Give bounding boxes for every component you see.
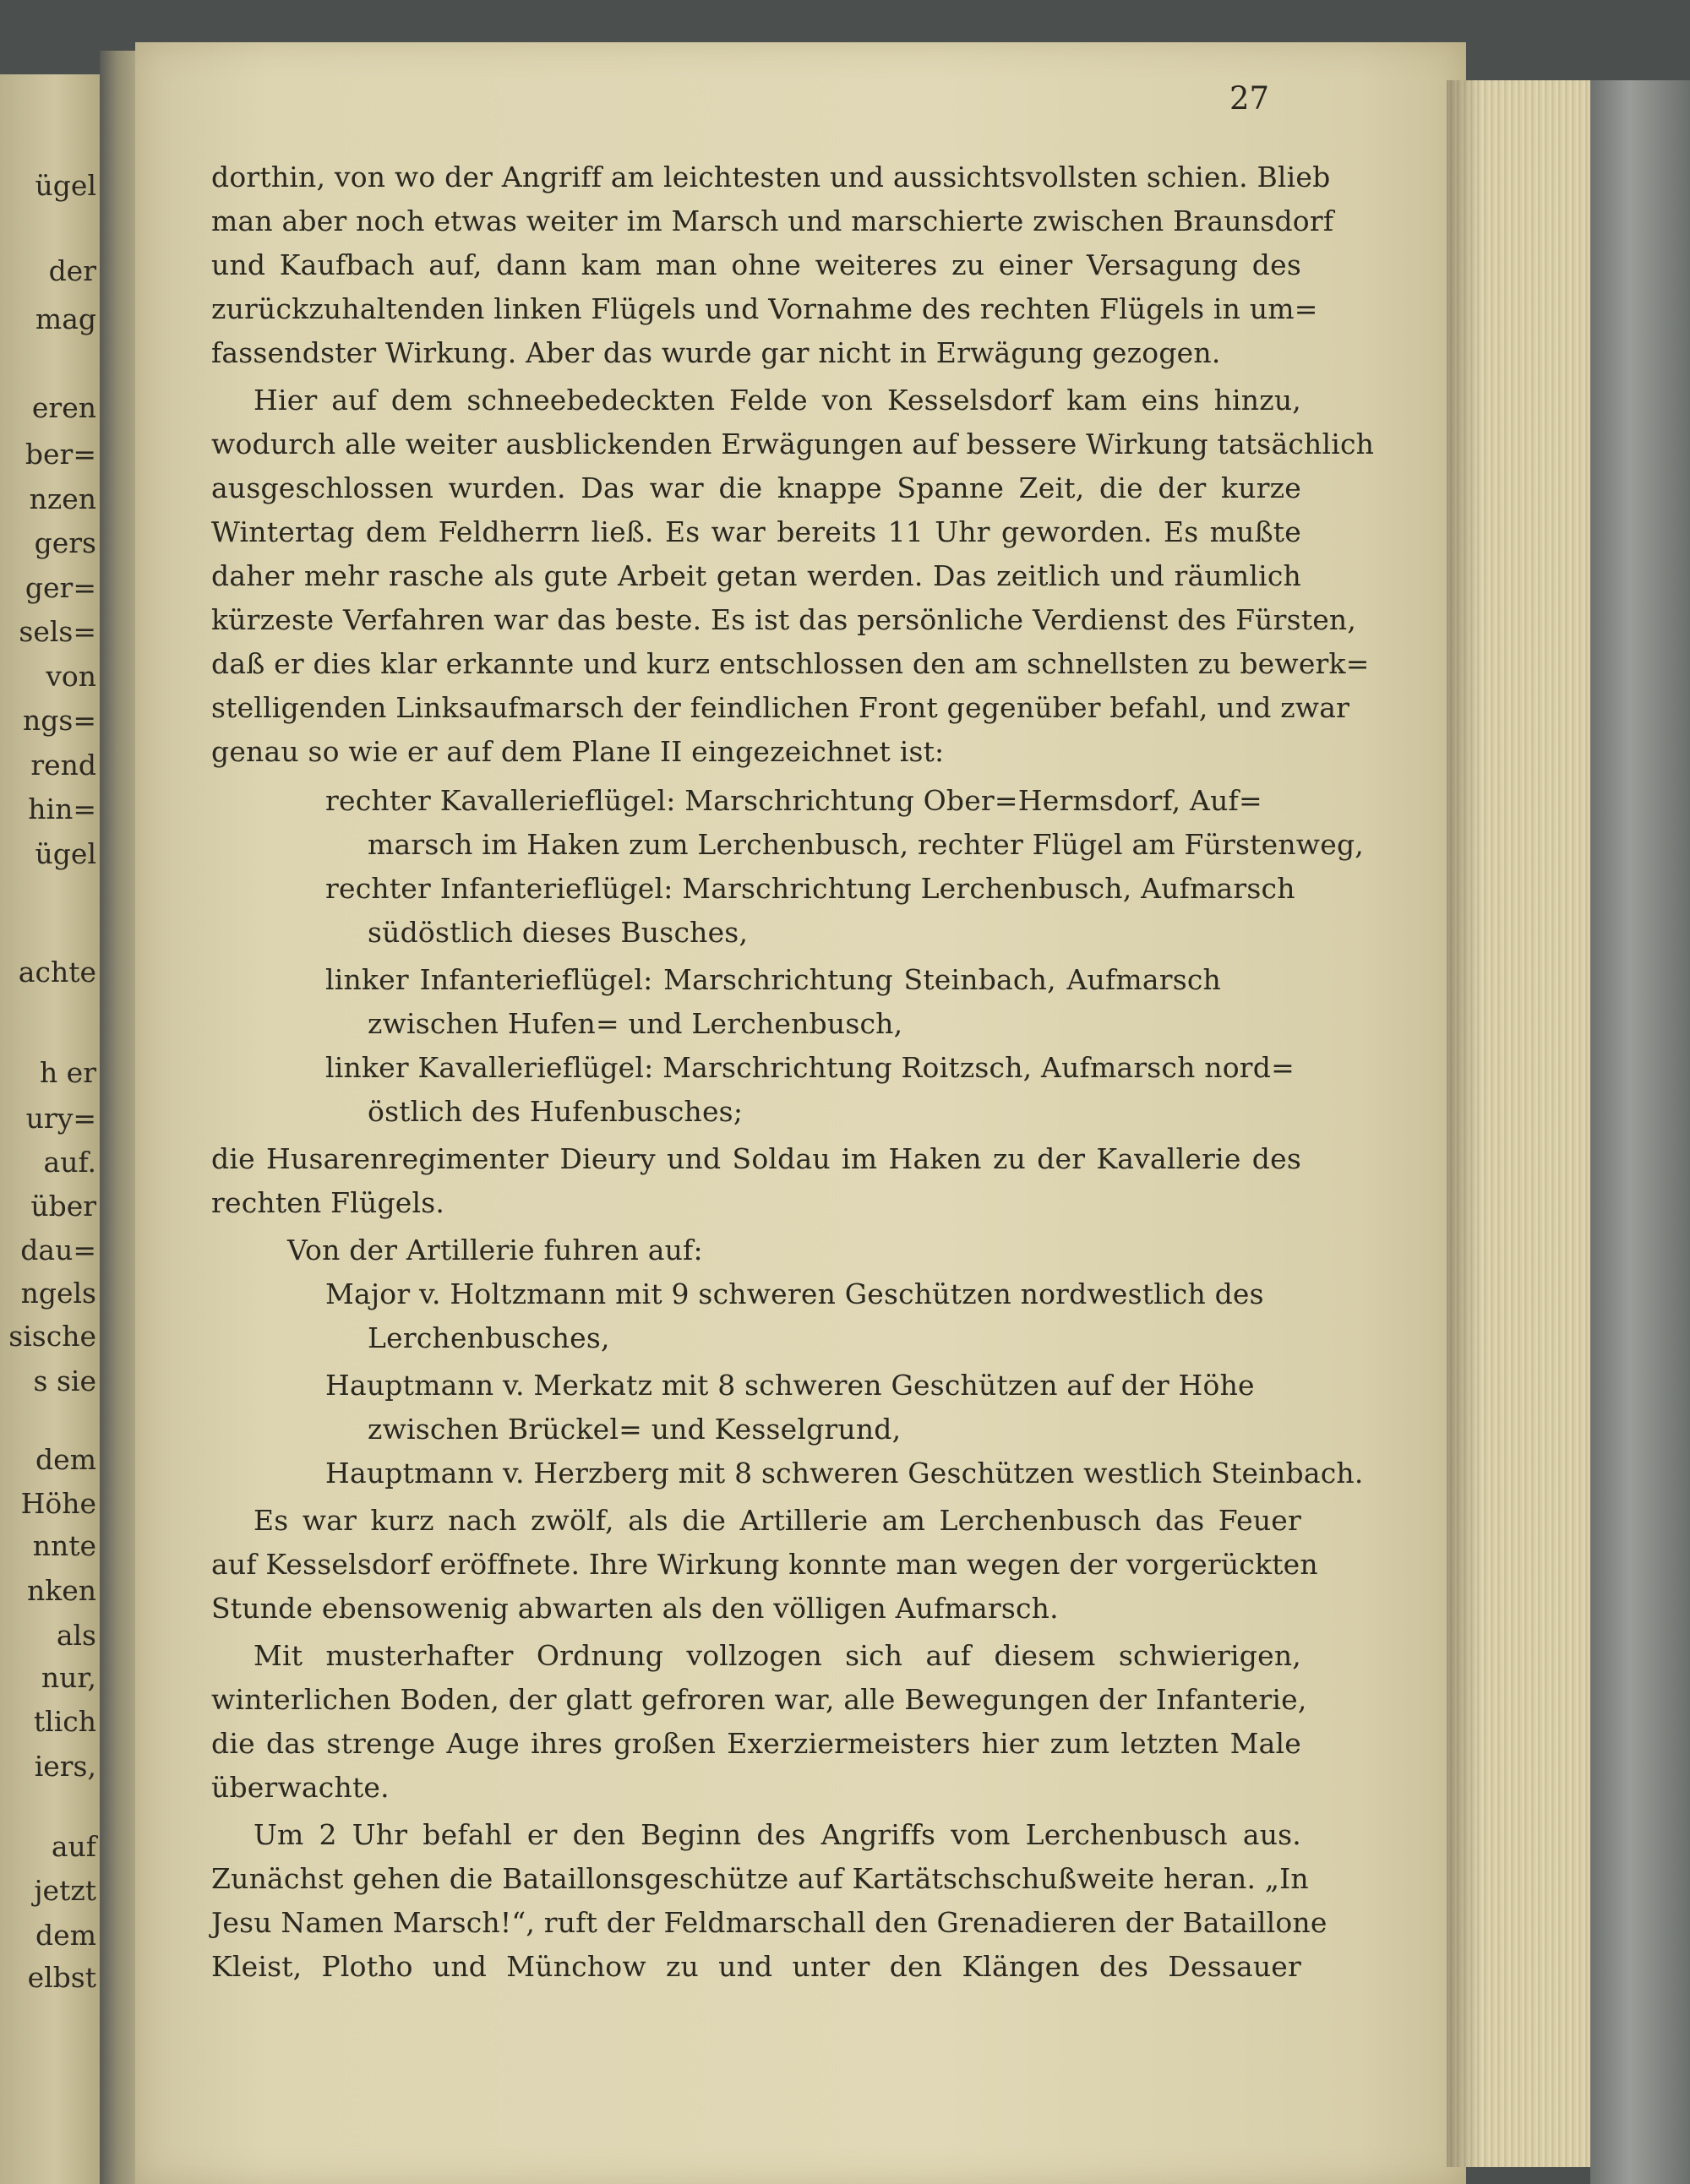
- text-line: daher mehr rasche als gute Arbeit getan werden. Das zeitlich und räumlich: [211, 559, 1301, 592]
- text-line: die Husarenregimenter Dieury und Soldau im Haken zu der Kavallerie des: [211, 1142, 1301, 1175]
- text-line: zurückzuhaltenden linken Flügels und Vornahme des rechten Flügels in um=: [211, 292, 1318, 325]
- text-line: stelligenden Linksaufmarsch der feindlichen Front gegenüber befahl, und zwar: [211, 691, 1350, 724]
- previous-page-fragment: mag: [35, 302, 96, 335]
- previous-page-fragment: ügel: [35, 169, 96, 202]
- previous-page-fragment: dem: [35, 1919, 96, 1952]
- page-number: 27: [1229, 80, 1270, 117]
- previous-page-fragment: sels=: [19, 615, 96, 648]
- text-line: genau so wie er auf dem Plane II eingezeichnet ist:: [211, 735, 945, 768]
- previous-page-fragment: elbst: [27, 1961, 96, 1994]
- text-line: Von der Artillerie fuhren auf:: [287, 1234, 703, 1266]
- text-line: linker Kavallerieflügel: Marschrichtung Roitzsch, Aufmarsch nord=: [325, 1051, 1295, 1084]
- text-line: man aber noch etwas weiter im Marsch und marschierte zwischen Braunsdorf: [211, 204, 1334, 237]
- text-line: Es war kurz nach zwölf, als die Artillerie am Lerchenbusch das Feuer: [254, 1504, 1301, 1537]
- previous-page-fragment: von: [46, 660, 96, 693]
- previous-page-fragment: der: [48, 254, 96, 287]
- previous-page-fragment: über: [30, 1190, 96, 1223]
- text-line: Hauptmann v. Merkatz mit 8 schweren Geschützen auf der Höhe: [325, 1369, 1255, 1402]
- text-line: Hauptmann v. Herzberg mit 8 schweren Geschützen westlich Steinbach.: [325, 1457, 1364, 1490]
- previous-page-fragment: jetzt: [34, 1874, 96, 1907]
- text-line: zwischen Hufen= und Lerchenbusch,: [368, 1007, 903, 1040]
- previous-page-fragment: ngs=: [23, 704, 96, 737]
- previous-page-fragment: ger=: [25, 571, 96, 604]
- previous-page-fragment: hin=: [28, 792, 96, 825]
- text-line: Hier auf dem schneebedeckten Felde von Kesselsdorf kam eins hinzu,: [254, 384, 1301, 417]
- text-line: Kleist, Plotho und Münchow zu und unter den Klängen des Dessauer: [211, 1950, 1301, 1983]
- text-line: Jesu Namen Marsch!“, ruft der Feldmarschall den Grenadieren der Bataillone: [211, 1906, 1327, 1939]
- previous-page-fragment: tlich: [33, 1705, 96, 1738]
- text-line: marsch im Haken zum Lerchenbusch, rechter Flügel am Fürstenweg,: [368, 828, 1364, 861]
- text-line: wodurch alle weiter ausblickenden Erwägungen auf bessere Wirkung tatsächlich: [211, 428, 1375, 460]
- previous-page-fragment: als: [56, 1619, 96, 1652]
- previous-page-fragment: dau=: [20, 1234, 96, 1266]
- text-line: die das strenge Auge ihres großen Exerziermeisters hier zum letzten Male: [211, 1727, 1301, 1760]
- text-line: auf Kesselsdorf eröffnete. Ihre Wirkung konnte man wegen der vorgerückten: [211, 1548, 1318, 1581]
- previous-page-fragment: auf.: [43, 1146, 96, 1179]
- text-line: überwachte.: [211, 1771, 390, 1804]
- previous-page-fragment: ügel: [35, 837, 96, 870]
- text-line: und Kaufbach auf, dann kam man ohne weiteres zu einer Versagung des: [211, 248, 1301, 281]
- previous-page-edge: [0, 74, 100, 2184]
- previous-page-fragment: nken: [26, 1574, 96, 1607]
- previous-page-fragment: achte: [18, 956, 96, 989]
- previous-page-fragment: eren: [31, 391, 96, 424]
- previous-page-fragment: h er: [39, 1056, 96, 1089]
- previous-page-fragment: rend: [30, 749, 96, 782]
- text-line: Lerchenbusches,: [368, 1321, 610, 1354]
- previous-page-fragment: nur,: [41, 1661, 96, 1694]
- previous-page-fragment: sische: [8, 1320, 96, 1353]
- text-line: östlich des Hufenbusches;: [368, 1095, 744, 1128]
- text-line: Wintertag dem Feldherrn ließ. Es war bereits 11 Uhr geworden. Es mußte: [211, 515, 1301, 548]
- page-edge-shadow: [1447, 80, 1480, 2167]
- previous-page-fragment: auf: [51, 1830, 96, 1863]
- text-line: rechter Kavallerieflügel: Marschrichtung Ober=Hermsdorf, Auf=: [325, 784, 1262, 817]
- previous-page-fragment: ury=: [25, 1102, 96, 1135]
- text-line: Major v. Holtzmann mit 9 schweren Geschützen nordwestlich des: [325, 1277, 1264, 1310]
- text-line: Mit musterhafter Ordnung vollzogen sich auf diesem schwierigen,: [254, 1639, 1301, 1672]
- text-line: Um 2 Uhr befahl er den Beginn des Angriffs vom Lerchenbusch aus.: [254, 1818, 1301, 1851]
- text-line: rechter Infanterieflügel: Marschrichtung Lerchenbusch, Aufmarsch: [325, 872, 1295, 905]
- previous-page-fragment: dem: [35, 1443, 96, 1476]
- previous-page-fragment: ngels: [20, 1277, 96, 1310]
- previous-page-fragment: s sie: [33, 1364, 96, 1397]
- text-line: südöstlich dieses Busches,: [368, 916, 749, 949]
- text-line: linker Infanterieflügel: Marschrichtung Steinbach, Aufmarsch: [325, 963, 1221, 996]
- text-line: winterlichen Boden, der glatt gefroren war, alle Bewegungen der Infanterie,: [211, 1683, 1307, 1716]
- previous-page-fragment: iers,: [34, 1750, 96, 1783]
- text-line: fassendster Wirkung. Aber das wurde gar nicht in Erwägung gezogen.: [211, 336, 1221, 369]
- text-line: rechten Flügels.: [211, 1186, 445, 1219]
- previous-page-fragment: gers: [34, 526, 96, 559]
- text-line: ausgeschlossen wurden. Das war die knappe Spanne Zeit, die der kurze: [211, 471, 1301, 504]
- previous-page-fragment: nnte: [32, 1529, 96, 1562]
- text-line: zwischen Brückel= und Kesselgrund,: [368, 1413, 902, 1446]
- text-line: Stunde ebensowenig abwarten als den völligen Aufmarsch.: [211, 1592, 1059, 1625]
- text-line: daß er dies klar erkannte und kurz entschlossen den am schnellsten zu bewerk=: [211, 647, 1370, 680]
- text-line: kürzeste Verfahren war das beste. Es ist das persönliche Verdienst des Fürsten,: [211, 603, 1357, 636]
- text-line: Zunächst gehen die Bataillonsgeschütze auf Kartätschschußweite heran. „In: [211, 1862, 1309, 1895]
- book-cover-edge: [1590, 80, 1690, 2184]
- previous-page-fragment: Höhe: [20, 1487, 96, 1520]
- text-line: dorthin, von wo der Angriff am leichtesten und aussichtsvollsten schien. Blieb: [211, 161, 1331, 193]
- previous-page-fragment: ber=: [25, 438, 96, 471]
- previous-page-fragment: nzen: [29, 482, 96, 515]
